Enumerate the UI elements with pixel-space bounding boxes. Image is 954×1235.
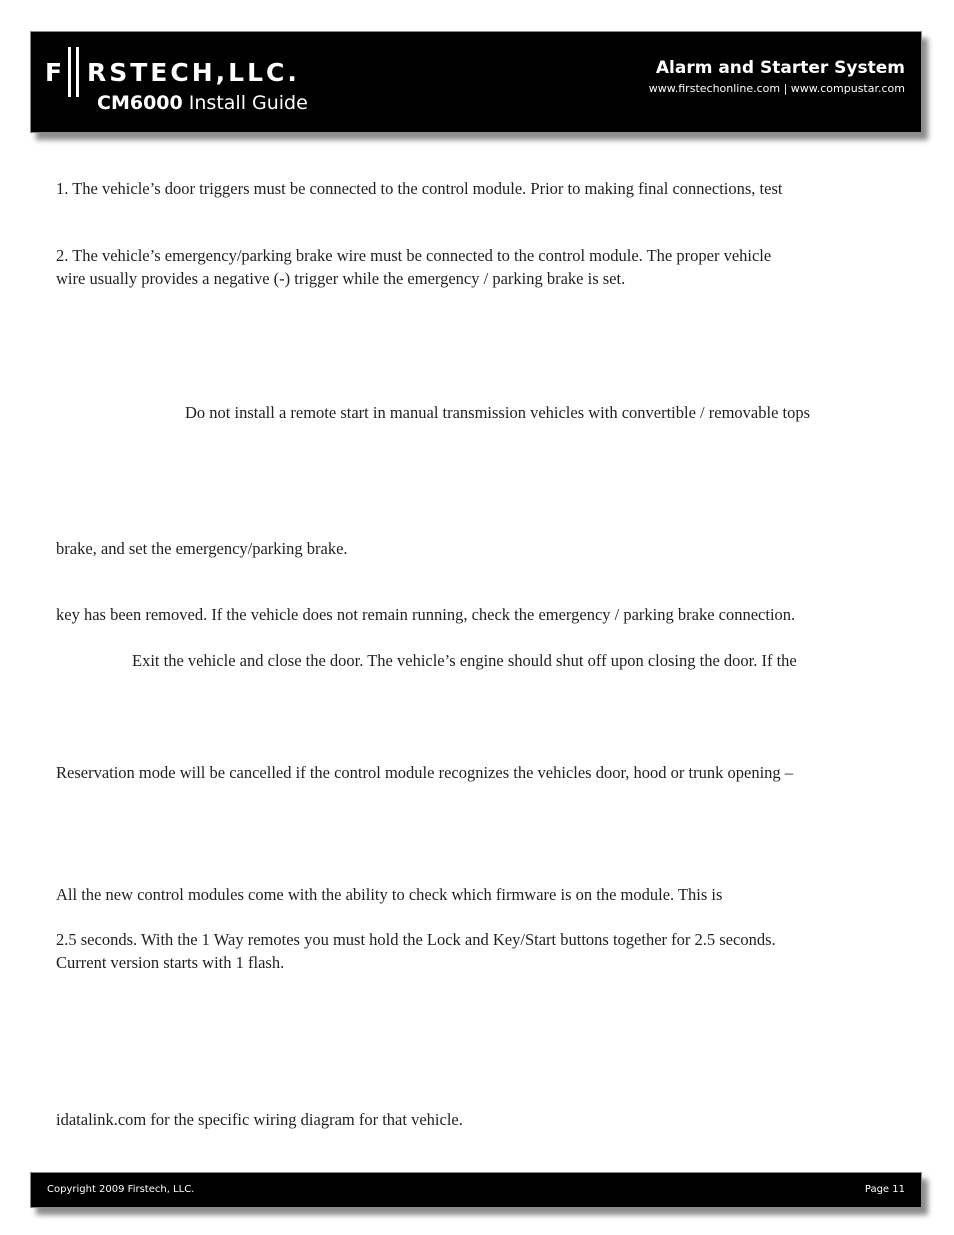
paragraph-remote-hold-2: Current version starts with 1 flash.	[56, 953, 285, 972]
header-urls: www.firstechonline.com | www.compustar.com	[648, 82, 905, 95]
paragraph-door-triggers: 1. The vehicle’s door triggers must be connected to the control module. Prior to making final connections, test	[56, 179, 783, 198]
page-header	[30, 31, 922, 133]
paragraph-parking-brake-2: wire usually provides a negative (-) trigger while the emergency / parking brake is set.	[56, 269, 626, 288]
guide-model: CM6000	[97, 92, 183, 114]
paragraph-key-removed: key has been removed. If the vehicle does not remain running, check the emergency / parking brake connection.	[56, 605, 796, 624]
paragraph-convertible-warning: Do not install a remote start in manual transmission vehicles with convertible / removable tops	[185, 403, 811, 422]
paragraph-remote-hold-1: 2.5 seconds. With the 1 Way remotes you must hold the Lock and Key/Start buttons together for 2.5 seconds.	[56, 930, 776, 949]
guide-label: Install Guide	[182, 92, 308, 114]
paragraph-firmware-check: All the new control modules come with the ability to check which firmware is on the module. This is	[56, 885, 723, 904]
paragraph-idatalink: idatalink.com for the specific wiring diagram for that vehicle.	[56, 1110, 463, 1129]
paragraph-reservation-mode: Reservation mode will be cancelled if the control module recognizes the vehicles door, hood or trunk opening –	[56, 763, 794, 782]
footer-page-number: Page 11	[864, 1184, 905, 1195]
paragraph-exit-vehicle: Exit the vehicle and close the door. The vehicle’s engine should shut off upon closing the door. If the	[132, 651, 797, 670]
footer-copyright: Copyright 2009 Firstech, LLC.	[47, 1184, 195, 1195]
logo-i-bars-icon	[67, 47, 81, 97]
paragraph-set-brake: brake, and set the emergency/parking brake.	[56, 539, 348, 558]
page-footer	[30, 1172, 922, 1208]
firstech-logo	[45, 40, 375, 120]
guide-title	[97, 92, 308, 114]
logo-letter-f: F	[45, 58, 66, 87]
header-title: Alarm and Starter System	[655, 58, 905, 78]
logo-letters-rest: RSTECH,LLC.	[87, 58, 300, 87]
paragraph-parking-brake-1: 2. The vehicle’s emergency/parking brake wire must be connected to the control module. The proper vehicle	[56, 246, 772, 265]
